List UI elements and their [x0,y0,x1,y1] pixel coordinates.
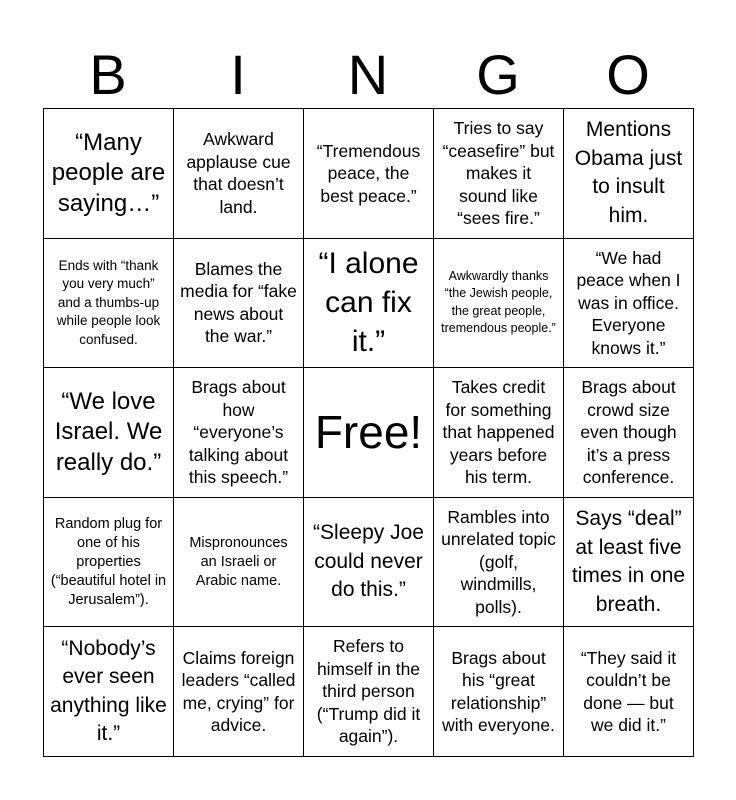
cell-text: “Nobody’s ever seen anything like it.” [50,636,167,746]
cell-text: Random plug for one of his properties (“beautiful hotel in Jerusalem”). [50,515,167,608]
bingo-cell[interactable] [174,627,304,757]
bingo-cell[interactable] [564,498,694,628]
cell-text: Brags about how “everyone’s talking about this speech.” [188,377,289,488]
bingo-cell[interactable] [44,239,174,369]
bingo-cell[interactable] [434,239,564,369]
cell-text: “I alone can fix it.” [318,247,419,359]
bingo-cell[interactable] [434,498,564,628]
bingo-cell[interactable] [564,109,694,239]
bingo-cell[interactable] [44,109,174,239]
cell-text: Awkward applause cue that doesn’t land. [186,129,291,217]
bingo-cell[interactable] [564,627,694,757]
bingo-cell[interactable] [304,498,434,628]
cell-text: Blames the media for “fake news about the war.” [180,258,297,347]
bingo-cell[interactable] [434,368,564,498]
cell-text: Awkwardly thanks “the Jewish people, the great people, tremendous people.” [441,268,556,336]
cell-text: “They said it couldn’t be done — but we did it.” [580,647,677,736]
cell-text: “We love Israel. We really do.” [54,387,163,476]
bingo-cell[interactable] [44,498,174,628]
cell-text: Refers to himself in the third person (“Trump did it again”). [316,636,421,747]
cell-text: “Sleepy Joe could never do this.” [313,521,424,602]
cell-text: Brags about his “great relationship” with everyone. [442,647,555,736]
bingo-cell[interactable] [304,109,434,239]
cell-text: Brags about crowd size even though it’s a press conference. [580,377,677,488]
cell-text: “Tremendous peace, the best peace.” [316,140,421,206]
bingo-board [43,108,694,757]
cell-text: Takes credit for something that happened years before his term. [442,377,555,488]
bingo-cell[interactable] [174,368,304,498]
bingo-cell[interactable] [174,239,304,369]
cell-text: “We had peace when I was in office. Everyone knows it.” [576,247,681,358]
cell-text: Mentions Obama just to insult him. [574,118,683,227]
bingo-cell[interactable] [434,627,564,757]
cell-text: Tries to say “ceasefire” but makes it sound like “sees fire.” [442,118,555,229]
bingo-cell[interactable] [174,109,304,239]
bingo-header [43,44,693,106]
header-letter-g: G [476,43,520,106]
header-letter-o: O [606,43,650,106]
header-letter-i: I [230,43,246,106]
free-space-label: Free! [314,406,423,459]
bingo-cell[interactable] [564,368,694,498]
cell-text: Mispronounces an Israeli or Arabic name. [189,534,288,589]
bingo-cell[interactable] [44,627,174,757]
free-space-cell[interactable] [304,368,434,498]
bingo-cell[interactable] [304,239,434,369]
bingo-cell[interactable] [564,239,694,369]
bingo-cell[interactable] [174,498,304,628]
cell-text: Claims foreign leaders “called me, crying” for advice. [181,647,296,736]
header-letter-b: B [89,43,127,106]
bingo-cell[interactable] [304,627,434,757]
bingo-cell[interactable] [434,109,564,239]
header-letter-n: N [347,43,389,106]
cell-text: Ends with “thank you very much” and a thumbs-up while people look confused. [56,257,161,347]
cell-text: Rambles into unrelated topic (golf, windmills, polls). [441,506,556,617]
bingo-cell[interactable] [44,368,174,498]
cell-text: “Many people are saying…” [51,128,166,217]
cell-text: Says “deal” at least five times in one breath. [571,507,686,616]
